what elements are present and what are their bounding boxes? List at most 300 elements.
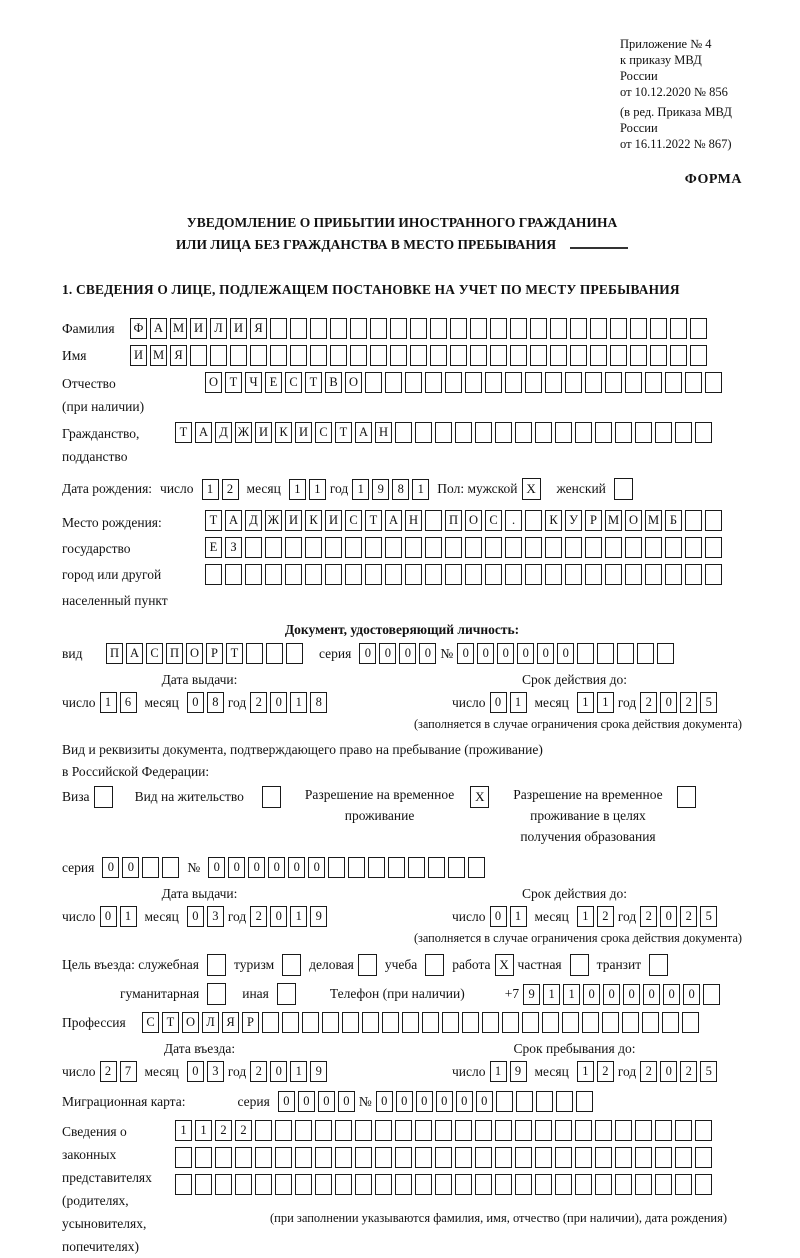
char-cell[interactable] — [305, 537, 322, 558]
char-cell[interactable] — [575, 422, 592, 443]
char-cell[interactable]: Р — [242, 1012, 259, 1033]
char-cell[interactable] — [455, 422, 472, 443]
char-cell[interactable] — [425, 537, 442, 558]
char-cell[interactable] — [465, 537, 482, 558]
male-checkbox[interactable]: X — [522, 478, 541, 500]
char-cell[interactable]: 0 — [476, 1091, 493, 1112]
char-cell[interactable] — [662, 1012, 679, 1033]
char-cell[interactable]: К — [305, 510, 322, 531]
char-cell[interactable] — [525, 564, 542, 585]
char-cell[interactable] — [450, 345, 467, 366]
char-cell[interactable] — [565, 537, 582, 558]
char-cell[interactable]: С — [285, 372, 302, 393]
char-cell[interactable]: 1 — [563, 984, 580, 1005]
char-cell[interactable] — [330, 345, 347, 366]
char-cell[interactable] — [350, 345, 367, 366]
char-cell[interactable] — [635, 1174, 652, 1195]
char-cell[interactable] — [703, 984, 720, 1005]
char-cell[interactable] — [442, 1012, 459, 1033]
char-cell[interactable]: У — [565, 510, 582, 531]
char-cell[interactable] — [362, 1012, 379, 1033]
char-cell[interactable] — [535, 422, 552, 443]
char-cell[interactable]: 0 — [308, 857, 325, 878]
char-cell[interactable] — [650, 345, 667, 366]
char-cell[interactable] — [355, 1174, 372, 1195]
char-cell[interactable] — [335, 1147, 352, 1168]
char-cell[interactable]: Р — [206, 643, 223, 664]
char-cell[interactable]: 1 — [352, 479, 369, 500]
temp-permit-edu-checkbox[interactable] — [677, 786, 696, 808]
char-cell[interactable]: 0 — [660, 1061, 677, 1082]
char-cell[interactable] — [496, 1091, 513, 1112]
char-cell[interactable]: 1 — [510, 692, 527, 713]
char-cell[interactable] — [495, 422, 512, 443]
char-cell[interactable] — [235, 1174, 252, 1195]
char-cell[interactable] — [685, 537, 702, 558]
char-cell[interactable] — [515, 1120, 532, 1141]
char-cell[interactable]: 1 — [290, 1061, 307, 1082]
char-cell[interactable]: 0 — [270, 692, 287, 713]
char-cell[interactable]: 1 — [290, 906, 307, 927]
char-cell[interactable]: С — [345, 510, 362, 531]
char-cell[interactable] — [282, 1012, 299, 1033]
char-cell[interactable] — [577, 643, 594, 664]
char-cell[interactable] — [535, 1120, 552, 1141]
char-cell[interactable] — [262, 1012, 279, 1033]
char-cell[interactable] — [405, 372, 422, 393]
char-cell[interactable] — [210, 345, 227, 366]
char-cell[interactable]: Б — [665, 510, 682, 531]
char-cell[interactable] — [290, 318, 307, 339]
char-cell[interactable] — [525, 372, 542, 393]
char-cell[interactable]: А — [126, 643, 143, 664]
char-cell[interactable] — [335, 1174, 352, 1195]
char-cell[interactable] — [205, 564, 222, 585]
char-cell[interactable]: Т — [305, 372, 322, 393]
char-cell[interactable] — [375, 1120, 392, 1141]
char-cell[interactable] — [695, 422, 712, 443]
char-cell[interactable]: К — [275, 422, 292, 443]
char-cell[interactable] — [175, 1174, 192, 1195]
char-cell[interactable] — [495, 1174, 512, 1195]
char-cell[interactable]: 0 — [379, 643, 396, 664]
char-cell[interactable]: 0 — [557, 643, 574, 664]
char-cell[interactable] — [415, 1120, 432, 1141]
char-cell[interactable]: 1 — [577, 692, 594, 713]
char-cell[interactable]: 1 — [289, 479, 306, 500]
char-cell[interactable] — [395, 1147, 412, 1168]
char-cell[interactable]: 0 — [399, 643, 416, 664]
char-cell[interactable]: Ч — [245, 372, 262, 393]
char-cell[interactable] — [322, 1012, 339, 1033]
char-cell[interactable]: А — [150, 318, 167, 339]
char-cell[interactable] — [225, 564, 242, 585]
char-cell[interactable]: 7 — [120, 1061, 137, 1082]
char-cell[interactable] — [695, 1120, 712, 1141]
char-cell[interactable]: 0 — [338, 1091, 355, 1112]
char-cell[interactable] — [425, 564, 442, 585]
char-cell[interactable]: . — [505, 510, 522, 531]
char-cell[interactable] — [602, 1012, 619, 1033]
char-cell[interactable] — [455, 1147, 472, 1168]
char-cell[interactable]: 2 — [250, 906, 267, 927]
char-cell[interactable]: Е — [265, 372, 282, 393]
char-cell[interactable] — [295, 1147, 312, 1168]
char-cell[interactable] — [255, 1147, 272, 1168]
char-cell[interactable] — [430, 345, 447, 366]
char-cell[interactable] — [575, 1174, 592, 1195]
char-cell[interactable] — [645, 372, 662, 393]
char-cell[interactable] — [695, 1174, 712, 1195]
char-cell[interactable]: 0 — [187, 906, 204, 927]
char-cell[interactable]: Т — [205, 510, 222, 531]
char-cell[interactable]: 9 — [310, 1061, 327, 1082]
char-cell[interactable]: 2 — [640, 1061, 657, 1082]
char-cell[interactable] — [515, 422, 532, 443]
char-cell[interactable] — [315, 1174, 332, 1195]
char-cell[interactable]: 2 — [235, 1120, 252, 1141]
char-cell[interactable] — [515, 1174, 532, 1195]
char-cell[interactable]: 9 — [510, 1061, 527, 1082]
char-cell[interactable] — [610, 345, 627, 366]
char-cell[interactable] — [255, 1120, 272, 1141]
char-cell[interactable]: Я — [222, 1012, 239, 1033]
char-cell[interactable] — [682, 1012, 699, 1033]
char-cell[interactable] — [495, 1120, 512, 1141]
char-cell[interactable]: С — [146, 643, 163, 664]
other-checkbox[interactable] — [277, 983, 296, 1005]
char-cell[interactable] — [275, 1120, 292, 1141]
char-cell[interactable] — [550, 318, 567, 339]
char-cell[interactable] — [535, 1147, 552, 1168]
char-cell[interactable] — [595, 1120, 612, 1141]
char-cell[interactable]: 0 — [683, 984, 700, 1005]
char-cell[interactable] — [585, 537, 602, 558]
char-cell[interactable] — [462, 1012, 479, 1033]
char-cell[interactable]: З — [225, 537, 242, 558]
study-checkbox[interactable] — [425, 954, 444, 976]
char-cell[interactable] — [295, 1174, 312, 1195]
char-cell[interactable]: А — [355, 422, 372, 443]
char-cell[interactable]: 1 — [202, 479, 219, 500]
char-cell[interactable] — [645, 564, 662, 585]
char-cell[interactable] — [550, 345, 567, 366]
char-cell[interactable] — [435, 1147, 452, 1168]
char-cell[interactable] — [525, 537, 542, 558]
char-cell[interactable]: Т — [335, 422, 352, 443]
char-cell[interactable]: 1 — [543, 984, 560, 1005]
char-cell[interactable] — [310, 318, 327, 339]
char-cell[interactable]: 1 — [290, 692, 307, 713]
char-cell[interactable]: О — [186, 643, 203, 664]
char-cell[interactable] — [635, 422, 652, 443]
char-cell[interactable] — [595, 1174, 612, 1195]
char-cell[interactable] — [445, 564, 462, 585]
char-cell[interactable] — [350, 318, 367, 339]
char-cell[interactable]: О — [465, 510, 482, 531]
char-cell[interactable] — [465, 372, 482, 393]
char-cell[interactable] — [375, 1147, 392, 1168]
char-cell[interactable] — [415, 1147, 432, 1168]
char-cell[interactable] — [246, 643, 263, 664]
char-cell[interactable] — [505, 564, 522, 585]
char-cell[interactable] — [575, 1147, 592, 1168]
char-cell[interactable]: Т — [175, 422, 192, 443]
char-cell[interactable]: 2 — [680, 692, 697, 713]
female-checkbox[interactable] — [614, 478, 633, 500]
char-cell[interactable] — [448, 857, 465, 878]
char-cell[interactable]: 0 — [359, 643, 376, 664]
tourism-checkbox[interactable] — [282, 954, 301, 976]
char-cell[interactable] — [615, 1147, 632, 1168]
char-cell[interactable] — [675, 1174, 692, 1195]
char-cell[interactable]: 0 — [187, 692, 204, 713]
char-cell[interactable] — [495, 1147, 512, 1168]
char-cell[interactable] — [455, 1120, 472, 1141]
char-cell[interactable] — [402, 1012, 419, 1033]
char-cell[interactable]: Ж — [235, 422, 252, 443]
char-cell[interactable]: И — [285, 510, 302, 531]
char-cell[interactable]: О — [205, 372, 222, 393]
char-cell[interactable] — [565, 372, 582, 393]
char-cell[interactable]: 2 — [215, 1120, 232, 1141]
char-cell[interactable] — [542, 1012, 559, 1033]
char-cell[interactable]: И — [255, 422, 272, 443]
char-cell[interactable]: 0 — [102, 857, 119, 878]
char-cell[interactable] — [405, 537, 422, 558]
char-cell[interactable]: 3 — [207, 906, 224, 927]
char-cell[interactable]: М — [645, 510, 662, 531]
char-cell[interactable]: 0 — [248, 857, 265, 878]
char-cell[interactable] — [665, 537, 682, 558]
char-cell[interactable]: Д — [245, 510, 262, 531]
char-cell[interactable]: 0 — [278, 1091, 295, 1112]
char-cell[interactable]: Ж — [265, 510, 282, 531]
char-cell[interactable]: 1 — [309, 479, 326, 500]
char-cell[interactable]: И — [130, 345, 147, 366]
char-cell[interactable] — [395, 422, 412, 443]
char-cell[interactable]: А — [195, 422, 212, 443]
char-cell[interactable] — [690, 345, 707, 366]
char-cell[interactable]: 0 — [416, 1091, 433, 1112]
char-cell[interactable]: 2 — [250, 692, 267, 713]
char-cell[interactable] — [637, 643, 654, 664]
char-cell[interactable] — [675, 422, 692, 443]
char-cell[interactable] — [408, 857, 425, 878]
char-cell[interactable] — [410, 345, 427, 366]
char-cell[interactable] — [285, 564, 302, 585]
char-cell[interactable] — [215, 1174, 232, 1195]
char-cell[interactable]: 0 — [456, 1091, 473, 1112]
char-cell[interactable] — [428, 857, 445, 878]
char-cell[interactable] — [665, 564, 682, 585]
char-cell[interactable]: 2 — [680, 906, 697, 927]
char-cell[interactable] — [450, 318, 467, 339]
char-cell[interactable] — [705, 372, 722, 393]
char-cell[interactable] — [515, 1147, 532, 1168]
char-cell[interactable] — [345, 564, 362, 585]
char-cell[interactable]: А — [385, 510, 402, 531]
char-cell[interactable]: 9 — [372, 479, 389, 500]
char-cell[interactable] — [485, 564, 502, 585]
char-cell[interactable]: 1 — [412, 479, 429, 500]
char-cell[interactable] — [390, 345, 407, 366]
char-cell[interactable] — [582, 1012, 599, 1033]
char-cell[interactable]: 0 — [436, 1091, 453, 1112]
char-cell[interactable]: Д — [215, 422, 232, 443]
char-cell[interactable] — [635, 1147, 652, 1168]
char-cell[interactable] — [642, 1012, 659, 1033]
char-cell[interactable] — [622, 1012, 639, 1033]
char-cell[interactable] — [475, 1147, 492, 1168]
char-cell[interactable]: 0 — [623, 984, 640, 1005]
char-cell[interactable] — [175, 1147, 192, 1168]
char-cell[interactable] — [630, 345, 647, 366]
char-cell[interactable]: 5 — [700, 906, 717, 927]
char-cell[interactable] — [590, 345, 607, 366]
private-checkbox[interactable] — [570, 954, 589, 976]
char-cell[interactable] — [675, 1147, 692, 1168]
char-cell[interactable] — [162, 857, 179, 878]
char-cell[interactable] — [215, 1147, 232, 1168]
char-cell[interactable]: 5 — [700, 692, 717, 713]
business-checkbox[interactable] — [358, 954, 377, 976]
char-cell[interactable] — [555, 1174, 572, 1195]
char-cell[interactable] — [465, 564, 482, 585]
char-cell[interactable] — [685, 372, 702, 393]
char-cell[interactable]: П — [166, 643, 183, 664]
char-cell[interactable] — [422, 1012, 439, 1033]
char-cell[interactable]: 1 — [577, 906, 594, 927]
char-cell[interactable] — [510, 318, 527, 339]
char-cell[interactable] — [355, 1120, 372, 1141]
char-cell[interactable] — [342, 1012, 359, 1033]
char-cell[interactable]: 9 — [310, 906, 327, 927]
char-cell[interactable] — [536, 1091, 553, 1112]
char-cell[interactable] — [505, 537, 522, 558]
char-cell[interactable] — [615, 422, 632, 443]
char-cell[interactable]: С — [142, 1012, 159, 1033]
char-cell[interactable] — [650, 318, 667, 339]
char-cell[interactable] — [522, 1012, 539, 1033]
char-cell[interactable] — [525, 510, 542, 531]
char-cell[interactable]: 1 — [175, 1120, 192, 1141]
char-cell[interactable] — [685, 510, 702, 531]
char-cell[interactable]: Р — [585, 510, 602, 531]
char-cell[interactable]: М — [170, 318, 187, 339]
char-cell[interactable] — [365, 372, 382, 393]
char-cell[interactable] — [570, 318, 587, 339]
char-cell[interactable] — [605, 372, 622, 393]
char-cell[interactable]: Л — [210, 318, 227, 339]
char-cell[interactable]: 1 — [120, 906, 137, 927]
char-cell[interactable]: 0 — [497, 643, 514, 664]
char-cell[interactable] — [445, 372, 462, 393]
char-cell[interactable] — [345, 537, 362, 558]
char-cell[interactable] — [415, 1174, 432, 1195]
char-cell[interactable] — [695, 1147, 712, 1168]
char-cell[interactable] — [590, 318, 607, 339]
char-cell[interactable]: О — [345, 372, 362, 393]
char-cell[interactable] — [315, 1147, 332, 1168]
char-cell[interactable]: 0 — [419, 643, 436, 664]
char-cell[interactable] — [365, 537, 382, 558]
char-cell[interactable]: Т — [365, 510, 382, 531]
char-cell[interactable]: А — [225, 510, 242, 531]
char-cell[interactable] — [425, 372, 442, 393]
char-cell[interactable] — [275, 1147, 292, 1168]
char-cell[interactable] — [382, 1012, 399, 1033]
char-cell[interactable] — [470, 345, 487, 366]
char-cell[interactable]: 1 — [510, 906, 527, 927]
char-cell[interactable] — [576, 1091, 593, 1112]
char-cell[interactable] — [555, 1120, 572, 1141]
char-cell[interactable]: 2 — [640, 906, 657, 927]
char-cell[interactable]: 0 — [122, 857, 139, 878]
char-cell[interactable] — [705, 510, 722, 531]
char-cell[interactable] — [410, 318, 427, 339]
char-cell[interactable] — [370, 345, 387, 366]
char-cell[interactable] — [655, 422, 672, 443]
char-cell[interactable] — [375, 1174, 392, 1195]
char-cell[interactable]: Т — [225, 372, 242, 393]
char-cell[interactable] — [348, 857, 365, 878]
char-cell[interactable] — [255, 1174, 272, 1195]
char-cell[interactable] — [657, 643, 674, 664]
char-cell[interactable] — [670, 345, 687, 366]
char-cell[interactable] — [502, 1012, 519, 1033]
char-cell[interactable] — [368, 857, 385, 878]
char-cell[interactable] — [617, 643, 634, 664]
char-cell[interactable] — [270, 345, 287, 366]
char-cell[interactable] — [485, 372, 502, 393]
char-cell[interactable]: 0 — [270, 906, 287, 927]
char-cell[interactable] — [555, 1147, 572, 1168]
char-cell[interactable]: 2 — [222, 479, 239, 500]
char-cell[interactable] — [562, 1012, 579, 1033]
char-cell[interactable] — [545, 537, 562, 558]
char-cell[interactable] — [305, 564, 322, 585]
char-cell[interactable] — [295, 1120, 312, 1141]
char-cell[interactable] — [390, 318, 407, 339]
char-cell[interactable] — [395, 1120, 412, 1141]
char-cell[interactable] — [365, 564, 382, 585]
char-cell[interactable] — [395, 1174, 412, 1195]
char-cell[interactable]: 0 — [270, 1061, 287, 1082]
char-cell[interactable] — [315, 1120, 332, 1141]
char-cell[interactable]: Ф — [130, 318, 147, 339]
char-cell[interactable] — [435, 1174, 452, 1195]
char-cell[interactable] — [655, 1147, 672, 1168]
char-cell[interactable] — [310, 345, 327, 366]
transit-checkbox[interactable] — [649, 954, 668, 976]
char-cell[interactable]: 1 — [100, 692, 117, 713]
char-cell[interactable]: 1 — [577, 1061, 594, 1082]
char-cell[interactable] — [675, 1120, 692, 1141]
char-cell[interactable]: 0 — [187, 1061, 204, 1082]
char-cell[interactable]: Т — [226, 643, 243, 664]
char-cell[interactable]: 0 — [660, 906, 677, 927]
char-cell[interactable]: О — [625, 510, 642, 531]
char-cell[interactable] — [275, 1174, 292, 1195]
char-cell[interactable]: 0 — [537, 643, 554, 664]
char-cell[interactable]: 1 — [195, 1120, 212, 1141]
char-cell[interactable] — [415, 422, 432, 443]
char-cell[interactable] — [625, 537, 642, 558]
char-cell[interactable]: И — [325, 510, 342, 531]
char-cell[interactable] — [597, 643, 614, 664]
char-cell[interactable]: И — [295, 422, 312, 443]
